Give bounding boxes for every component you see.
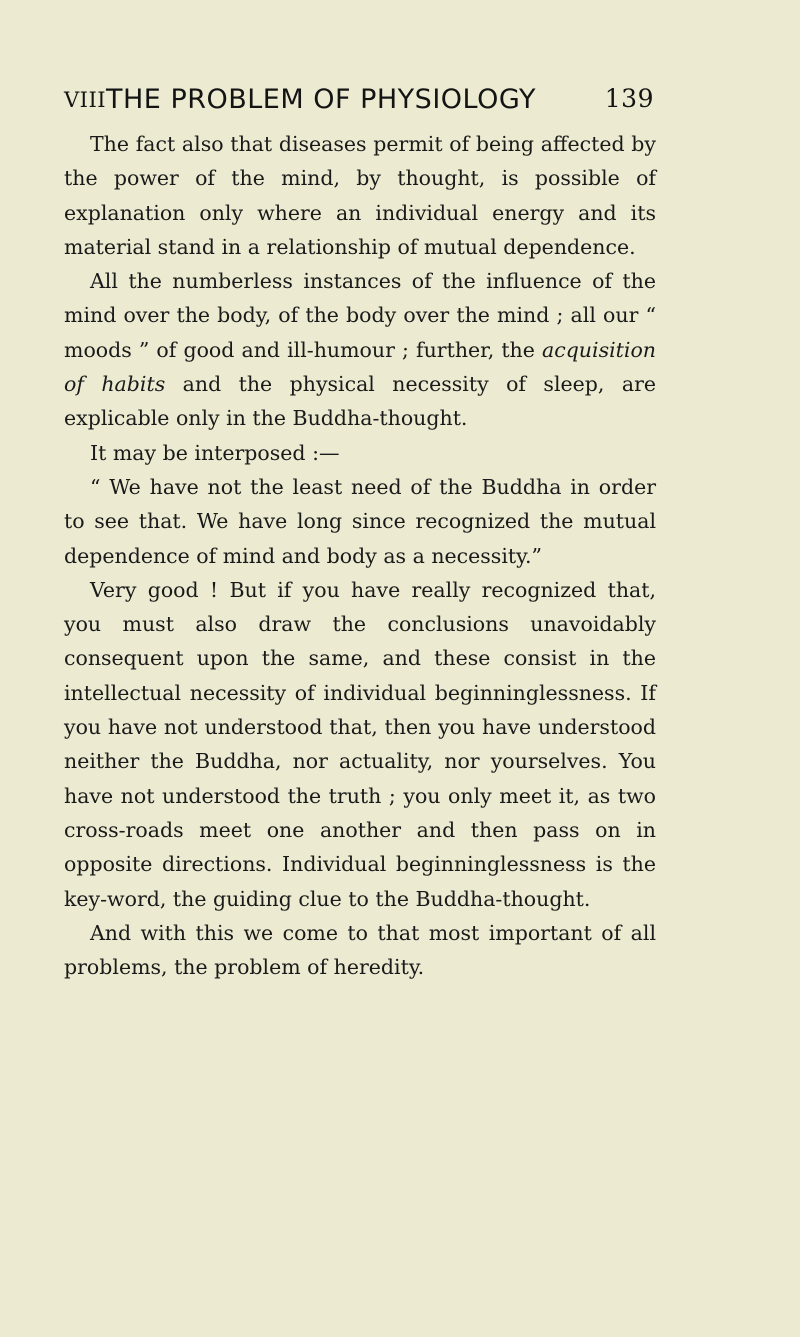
paragraph-2-italic: acquisition of habits [64,337,656,397]
paragraph-3: It may be interposed :— [90,440,340,465]
paragraph-5: Very good ! But if you have really recognized that, you must also draw the conclusions unavoidably consequent upon the same, and these consist in the intellectual necessity of individual beginninglessness. If you have not understood that, then you have understood neither the Buddha, nor actuality, nor yourselves. You have not understood the truth ; you only meet it, as two cross-roads meet one another and then pass on in opposite directions. Individual beginninglessness is the key-word, the guiding clue to the Buddha-thought. [64,577,656,911]
paragraph-4: “ We have not the least need of the Buddha in order to see that. We have long since recognized the mutual dependence of mind and body as a necessity.” [64,474,656,568]
page-number: 139 [604,84,654,113]
paragraph-2-start: All the numberless instances of the influence of the mind over the body, of the body over the mind ; all our “ moods ” of good and ill-humour ; further, the [64,269,656,362]
chapter-number: VIII [64,88,107,112]
paragraph-6: And with this we come to that most important of all problems, the problem of heredity. [64,920,656,980]
running-title: THE PROBLEM OF PHYSIOLOGY [106,84,536,115]
paragraph-2-end: and the physical necessity of sleep, are explicable only in the Buddha-thought. [64,372,656,431]
paragraph-2 [64,264,656,435]
running-head [64,84,654,124]
paragraph-1: The fact also that diseases permit of being affected by the power of the mind, by thought, is possible of explanation only where an individual energy and its material stand in a relationship of mutual dependence. [64,132,656,259]
body-text [64,127,656,984]
